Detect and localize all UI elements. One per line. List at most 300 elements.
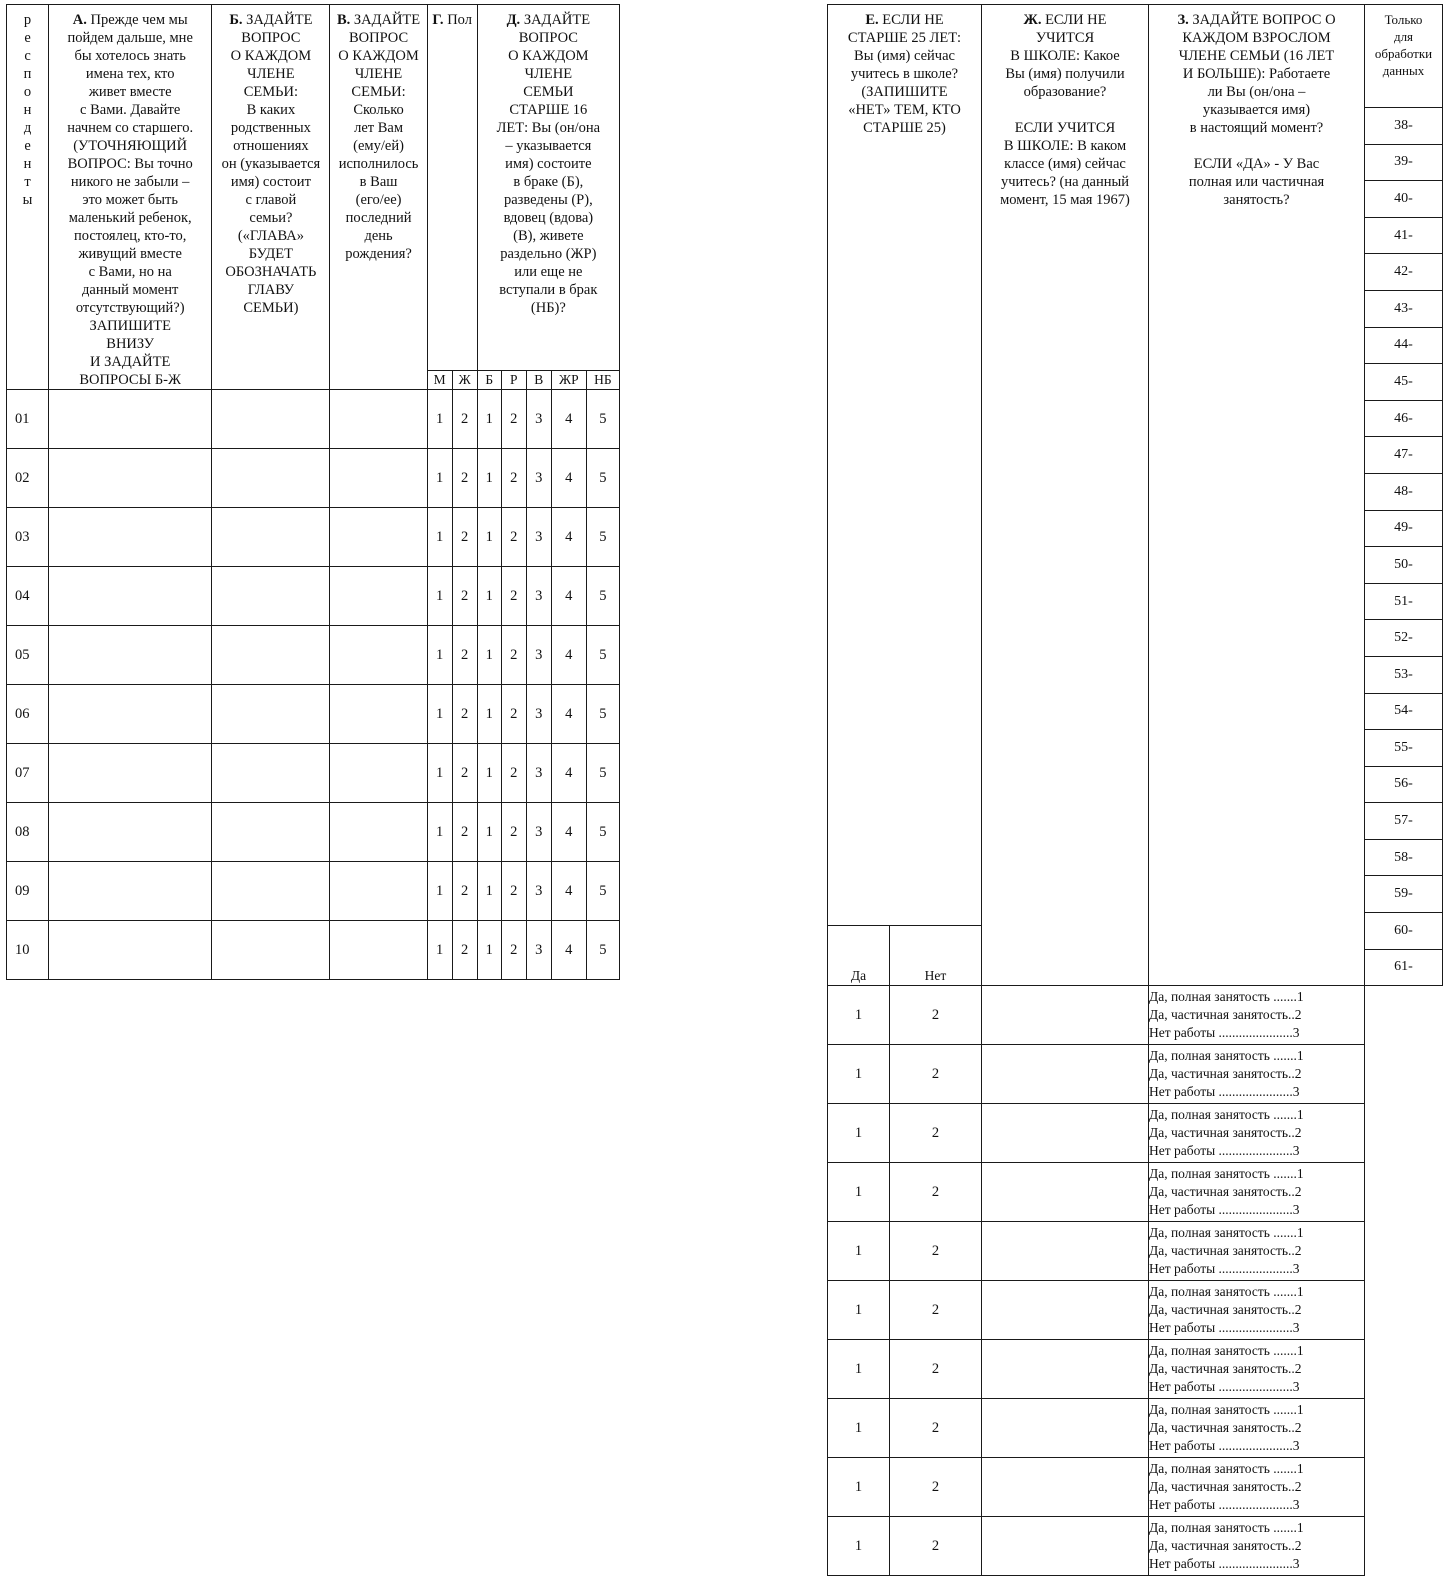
sub-header-cell: Б xyxy=(477,370,501,389)
question-v-line: (ему/ей) xyxy=(353,138,404,154)
employment-option: Нет работы ......................3 xyxy=(1149,1202,1300,1218)
question-a-line: ВОПРОС: Вы точно xyxy=(67,156,193,172)
code-option[interactable]: 2 xyxy=(501,390,526,449)
yes-code[interactable]: 1 xyxy=(828,1045,890,1104)
code-option[interactable]: 1 xyxy=(477,744,501,803)
question-zh-line: момент, 15 мая 1967) xyxy=(1000,192,1130,208)
code-option[interactable]: 2 xyxy=(452,567,477,626)
respondents-letter: т xyxy=(24,174,31,190)
code-option[interactable]: 2 xyxy=(501,921,526,980)
code-option[interactable]: 2 xyxy=(452,626,477,685)
row-number: 02 xyxy=(7,449,49,508)
code-option[interactable]: 2 xyxy=(501,449,526,508)
question-a-line: с Вами. Давайте xyxy=(80,102,181,118)
yes-code[interactable]: 1 xyxy=(828,1340,890,1399)
table-row xyxy=(828,1281,1443,1340)
name-cell[interactable] xyxy=(49,685,212,744)
age-cell[interactable] xyxy=(330,390,427,449)
question-z-line: И БОЛЬШЕ): Работаете xyxy=(1182,66,1331,82)
name-cell[interactable] xyxy=(49,567,212,626)
code-option[interactable]: 1 xyxy=(427,508,452,567)
question-a-line: с Вами, но на xyxy=(88,264,172,280)
education-cell[interactable] xyxy=(982,1104,1149,1163)
question-d-line: вдовец (вдова) xyxy=(503,210,594,226)
question-b-line: ГЛАВУ xyxy=(247,282,295,298)
code-option[interactable]: 4 xyxy=(551,803,586,862)
no-code[interactable]: 2 xyxy=(890,1222,982,1281)
data-code: 39- xyxy=(1365,144,1442,181)
employment-option: Нет работы ......................3 xyxy=(1149,1497,1300,1513)
yes-code[interactable]: 1 xyxy=(828,986,890,1045)
education-cell[interactable] xyxy=(982,1163,1149,1222)
code-option[interactable]: 1 xyxy=(427,449,452,508)
question-b-first-line xyxy=(212,11,329,29)
no-code[interactable]: 2 xyxy=(890,1163,982,1222)
question-a-line: данный момент xyxy=(82,282,179,298)
row-number: 05 xyxy=(7,626,49,685)
question-b-line: БУДЕТ xyxy=(248,246,294,262)
employment-option: Нет работы ......................3 xyxy=(1149,1556,1300,1572)
question-v-line: ЗАДАЙТЕ xyxy=(350,12,421,28)
employment-option: Нет работы ......................3 xyxy=(1149,1320,1300,1336)
code-option[interactable]: 4 xyxy=(551,508,586,567)
employment-option: Да, полная занятость .......1 xyxy=(1149,989,1304,1005)
question-z-line: ли Вы (он/она – xyxy=(1207,84,1306,100)
employment-options[interactable] xyxy=(1149,1340,1365,1399)
respondents-letter: о xyxy=(23,84,32,100)
code-option[interactable]: 5 xyxy=(586,390,619,449)
code-option[interactable]: 3 xyxy=(526,685,551,744)
question-b-line: СЕМЬИ: xyxy=(243,84,299,100)
data-code: 48- xyxy=(1365,473,1442,510)
question-a-letter: А. xyxy=(72,12,87,28)
code-option[interactable]: 1 xyxy=(477,803,501,862)
data-code: 51- xyxy=(1365,583,1442,620)
employment-option: Да, частичная занятость..2 xyxy=(1149,1125,1302,1141)
employment-option: Да, частичная занятость..2 xyxy=(1149,1361,1302,1377)
data-code: 44- xyxy=(1365,327,1442,364)
code-option[interactable]: 1 xyxy=(477,449,501,508)
code-option[interactable]: 1 xyxy=(477,508,501,567)
relation-cell[interactable] xyxy=(212,862,330,921)
data-code: 45- xyxy=(1365,364,1442,401)
question-g-line: Пол xyxy=(443,12,472,28)
code-option[interactable]: 4 xyxy=(551,921,586,980)
age-cell[interactable] xyxy=(330,862,427,921)
row-number: 01 xyxy=(7,390,49,449)
data-codes-table xyxy=(1365,5,1442,985)
question-zh-letter: Ж. xyxy=(1023,12,1042,28)
code-option[interactable]: 1 xyxy=(427,567,452,626)
employment-option: Да, полная занятость .......1 xyxy=(1149,1107,1304,1123)
relation-cell[interactable] xyxy=(212,921,330,980)
question-a-line: живущий вместе xyxy=(78,246,182,262)
question-a-line: никого не забыли – xyxy=(70,174,190,190)
relation-cell[interactable] xyxy=(212,685,330,744)
relation-cell[interactable] xyxy=(212,803,330,862)
name-cell[interactable] xyxy=(49,508,212,567)
code-option[interactable]: 5 xyxy=(586,567,619,626)
respondents-letter: п xyxy=(23,66,32,82)
table-row xyxy=(7,390,620,449)
question-d-header xyxy=(477,5,619,371)
code-option[interactable]: 5 xyxy=(586,744,619,803)
question-d-first-line xyxy=(478,11,619,29)
yes-code[interactable]: 1 xyxy=(828,1517,890,1576)
question-d-line: СЕМЬИ xyxy=(523,84,574,100)
code-option[interactable]: 2 xyxy=(452,744,477,803)
yes-code[interactable]: 1 xyxy=(828,1104,890,1163)
question-v-line: СЕМЬИ: xyxy=(351,84,406,100)
employment-option: Да, частичная занятость..2 xyxy=(1149,1479,1302,1495)
question-a-line: это может быть xyxy=(82,192,178,208)
question-d-line: СТАРШЕ 16 xyxy=(509,102,588,118)
employment-options[interactable] xyxy=(1149,1517,1365,1576)
row-number: 10 xyxy=(7,921,49,980)
code-option[interactable]: 2 xyxy=(501,803,526,862)
name-cell[interactable] xyxy=(49,449,212,508)
respondents-letter: ы xyxy=(22,192,33,208)
code-option[interactable]: 3 xyxy=(526,862,551,921)
table-row xyxy=(828,1340,1443,1399)
code-option[interactable]: 5 xyxy=(586,508,619,567)
code-option[interactable]: 2 xyxy=(452,685,477,744)
code-option[interactable]: 4 xyxy=(551,626,586,685)
employment-option: Нет работы ......................3 xyxy=(1149,1143,1300,1159)
question-b-line: он (указывается xyxy=(221,156,321,172)
no-code[interactable]: 2 xyxy=(890,1458,982,1517)
no-code[interactable]: 2 xyxy=(890,1399,982,1458)
data-code: 42- xyxy=(1365,254,1442,291)
question-e-line: СТАРШЕ 25) xyxy=(863,120,946,136)
respondents-letter: д xyxy=(23,120,32,136)
question-d-line: ВОПРОС xyxy=(518,30,578,46)
question-b-line: имя) состоит xyxy=(230,174,311,190)
data-code: 49- xyxy=(1365,510,1442,547)
code-option[interactable]: 1 xyxy=(427,744,452,803)
code-option[interactable]: 2 xyxy=(452,803,477,862)
code-option[interactable]: 2 xyxy=(452,449,477,508)
question-a-line: бы хотелось знать xyxy=(74,48,186,64)
employment-option: Нет работы ......................3 xyxy=(1149,1438,1300,1454)
question-d-line: или еще не xyxy=(514,264,583,280)
data-code: 50- xyxy=(1365,547,1442,584)
question-zh-line: ЕСЛИ НЕ xyxy=(1041,12,1107,28)
code-option[interactable]: 4 xyxy=(551,744,586,803)
yes-code[interactable]: 1 xyxy=(828,1399,890,1458)
name-cell[interactable] xyxy=(49,803,212,862)
employment-option: Да, частичная занятость..2 xyxy=(1149,1420,1302,1436)
question-d-line: О КАЖДОМ xyxy=(508,48,589,64)
employment-option: Да, частичная занятость..2 xyxy=(1149,1243,1302,1259)
employment-option: Да, полная занятость .......1 xyxy=(1149,1284,1304,1300)
question-zh-line xyxy=(982,101,1148,119)
education-cell[interactable] xyxy=(982,1045,1149,1104)
question-z-header xyxy=(1149,5,1365,986)
relation-cell[interactable] xyxy=(212,390,330,449)
code-option[interactable]: 1 xyxy=(427,626,452,685)
code-option[interactable]: 3 xyxy=(526,567,551,626)
question-zh-line: классе (имя) сейчас xyxy=(1004,156,1126,172)
code-option[interactable]: 3 xyxy=(526,390,551,449)
age-cell[interactable] xyxy=(330,508,427,567)
data-processing-line: для xyxy=(1393,29,1414,44)
row-number: 07 xyxy=(7,744,49,803)
code-option[interactable]: 4 xyxy=(551,862,586,921)
employment-options[interactable] xyxy=(1149,1045,1365,1104)
employment-option: Да, частичная занятость..2 xyxy=(1149,1538,1302,1554)
employment-options[interactable] xyxy=(1149,1458,1365,1517)
question-v-first-line xyxy=(330,11,426,29)
employment-option: Да, частичная занятость..2 xyxy=(1149,1007,1302,1023)
education-cell[interactable] xyxy=(982,1399,1149,1458)
code-option[interactable]: 2 xyxy=(501,567,526,626)
question-z-line: ЗАДАЙТЕ ВОПРОС О xyxy=(1188,12,1336,28)
data-processing-column xyxy=(1365,5,1443,986)
relation-cell[interactable] xyxy=(212,744,330,803)
code-option[interactable]: 2 xyxy=(501,508,526,567)
code-option[interactable]: 3 xyxy=(526,508,551,567)
question-b-letter: Б. xyxy=(229,12,243,28)
education-cell[interactable] xyxy=(982,986,1149,1045)
question-e-letter: Е. xyxy=(865,12,879,28)
question-d-line: (НБ)? xyxy=(530,300,566,316)
question-b-header xyxy=(212,5,330,390)
question-z-line: в настоящий момент? xyxy=(1189,120,1324,136)
question-v-line: лет Вам xyxy=(354,120,404,136)
question-v-header xyxy=(330,5,427,390)
table-row xyxy=(828,1222,1443,1281)
code-option[interactable]: 1 xyxy=(427,685,452,744)
question-a-line: Прежде чем мы xyxy=(86,12,188,28)
education-cell[interactable] xyxy=(982,1458,1149,1517)
education-cell[interactable] xyxy=(982,1517,1149,1576)
question-a-line: И ЗАДАЙТЕ xyxy=(89,354,171,370)
relation-cell[interactable] xyxy=(212,449,330,508)
table-row xyxy=(7,626,620,685)
table-row xyxy=(7,685,620,744)
code-option[interactable]: 4 xyxy=(551,449,586,508)
code-option[interactable]: 1 xyxy=(427,862,452,921)
table-row xyxy=(7,744,620,803)
code-option[interactable]: 1 xyxy=(427,390,452,449)
question-a-first-line xyxy=(49,11,211,29)
question-a-line: имена тех, кто xyxy=(85,66,175,82)
no-code[interactable]: 2 xyxy=(890,1281,982,1340)
data-processing-line: Только xyxy=(1384,12,1423,27)
respondents-column-header xyxy=(7,5,49,390)
row-number: 06 xyxy=(7,685,49,744)
question-e-line: (ЗАПИШИТЕ xyxy=(861,84,948,100)
code-option[interactable]: 5 xyxy=(586,449,619,508)
code-option[interactable]: 4 xyxy=(551,390,586,449)
age-cell[interactable] xyxy=(330,449,427,508)
name-cell[interactable] xyxy=(49,390,212,449)
sub-header-cell: Ж xyxy=(452,370,477,389)
question-v-letter: В. xyxy=(336,12,351,28)
no-code[interactable]: 2 xyxy=(890,1340,982,1399)
question-d-line: ЗАДАЙТЕ xyxy=(520,12,591,28)
code-option[interactable]: 1 xyxy=(477,921,501,980)
question-b-line: отношениях xyxy=(233,138,309,154)
question-v-line: О КАЖДОМ xyxy=(338,48,419,64)
sub-header-cell: М xyxy=(427,370,452,389)
no-code[interactable]: 2 xyxy=(890,1045,982,1104)
sub-header-yes: Да xyxy=(828,925,890,986)
employment-options[interactable] xyxy=(1149,1104,1365,1163)
question-e-line: ЕСЛИ НЕ xyxy=(878,12,944,28)
question-z-line: указывается имя) xyxy=(1202,102,1311,118)
age-cell[interactable] xyxy=(330,921,427,980)
code-option[interactable]: 1 xyxy=(427,803,452,862)
data-code: 57- xyxy=(1365,803,1442,840)
no-code[interactable]: 2 xyxy=(890,986,982,1045)
data-code: 54- xyxy=(1365,693,1442,730)
right-form-table xyxy=(827,4,1443,1576)
question-b-line: ЗАДАЙТЕ xyxy=(242,12,313,28)
code-option[interactable]: 2 xyxy=(501,862,526,921)
age-cell[interactable] xyxy=(330,567,427,626)
table-row xyxy=(7,449,620,508)
question-e-line: «НЕТ» ТЕМ, КТО xyxy=(848,102,961,118)
code-option[interactable]: 2 xyxy=(452,862,477,921)
code-option[interactable]: 5 xyxy=(586,862,619,921)
data-code: 60- xyxy=(1365,913,1442,950)
employment-options[interactable] xyxy=(1149,1399,1365,1458)
question-v-line: последний xyxy=(345,210,412,226)
name-cell[interactable] xyxy=(49,744,212,803)
employment-options[interactable] xyxy=(1149,1163,1365,1222)
age-cell[interactable] xyxy=(330,744,427,803)
code-option[interactable]: 2 xyxy=(501,685,526,744)
employment-option: Нет работы ......................3 xyxy=(1149,1084,1300,1100)
data-processing-header xyxy=(1365,5,1442,108)
age-cell[interactable] xyxy=(330,626,427,685)
question-a-line: постоялец, кто-то, xyxy=(74,228,187,244)
code-option[interactable]: 1 xyxy=(477,626,501,685)
education-cell[interactable] xyxy=(982,1281,1149,1340)
age-cell[interactable] xyxy=(330,803,427,862)
question-v-line: (его/ее) xyxy=(355,192,402,208)
employment-option: Да, частичная занятость..2 xyxy=(1149,1302,1302,1318)
question-zh-line: образование? xyxy=(1023,84,1107,100)
education-cell[interactable] xyxy=(982,1222,1149,1281)
question-g-first-line xyxy=(428,11,477,29)
data-code: 43- xyxy=(1365,290,1442,327)
yes-code[interactable]: 1 xyxy=(828,1163,890,1222)
row-number: 04 xyxy=(7,567,49,626)
data-code: 38- xyxy=(1365,108,1442,145)
code-option[interactable]: 2 xyxy=(452,921,477,980)
question-a-header xyxy=(49,5,212,390)
question-v-line: рождения? xyxy=(345,246,412,262)
code-option[interactable]: 4 xyxy=(551,685,586,744)
question-z-first-line xyxy=(1149,11,1364,29)
question-d-line: – указывается xyxy=(505,138,592,154)
name-cell[interactable] xyxy=(49,862,212,921)
question-z-line xyxy=(1149,137,1364,155)
name-cell[interactable] xyxy=(49,626,212,685)
employment-options[interactable] xyxy=(1149,986,1365,1045)
name-cell[interactable] xyxy=(49,921,212,980)
code-option[interactable]: 1 xyxy=(477,685,501,744)
employment-options[interactable] xyxy=(1149,1281,1365,1340)
question-b-line: О КАЖДОМ xyxy=(230,48,312,64)
table-row xyxy=(7,921,620,980)
question-zh-line: В ШКОЛЕ: Какое xyxy=(1010,48,1120,64)
yes-code[interactable]: 1 xyxy=(828,1458,890,1517)
relation-cell[interactable] xyxy=(212,567,330,626)
respondents-letter: н xyxy=(23,102,32,118)
code-option[interactable]: 1 xyxy=(477,390,501,449)
data-processing-line: данных xyxy=(1382,63,1425,78)
code-option[interactable]: 5 xyxy=(586,685,619,744)
question-zh-line: учитесь? (на данный xyxy=(1000,174,1130,190)
question-v-line: ЧЛЕНЕ xyxy=(354,66,403,82)
question-zh-line: Вы (имя) получили xyxy=(1005,66,1125,82)
data-code: 52- xyxy=(1365,620,1442,657)
table-row xyxy=(828,1399,1443,1458)
no-code[interactable]: 2 xyxy=(890,1104,982,1163)
age-cell[interactable] xyxy=(330,685,427,744)
code-option[interactable]: 3 xyxy=(526,626,551,685)
question-v-line: в Ваш xyxy=(359,174,398,190)
question-b-line: («ГЛАВА» xyxy=(237,228,304,244)
education-cell[interactable] xyxy=(982,1340,1149,1399)
question-g-header xyxy=(427,5,477,371)
code-option[interactable]: 3 xyxy=(526,803,551,862)
question-v-line: Сколько xyxy=(353,102,404,118)
code-option[interactable]: 2 xyxy=(501,744,526,803)
question-d-line: вступали в брак xyxy=(499,282,598,298)
code-option[interactable]: 2 xyxy=(501,626,526,685)
code-option[interactable]: 5 xyxy=(586,626,619,685)
code-option[interactable]: 2 xyxy=(452,508,477,567)
employment-options[interactable] xyxy=(1149,1222,1365,1281)
question-z-line: ЧЛЕНЕ СЕМЬИ (16 ЛЕТ xyxy=(1178,48,1335,64)
question-b-line: ОБОЗНАЧАТЬ xyxy=(225,264,317,280)
code-option[interactable]: 1 xyxy=(427,921,452,980)
code-option[interactable]: 2 xyxy=(452,390,477,449)
code-option[interactable]: 3 xyxy=(526,449,551,508)
no-code[interactable]: 2 xyxy=(890,1517,982,1576)
code-option[interactable]: 3 xyxy=(526,744,551,803)
question-zh-header xyxy=(982,5,1149,986)
question-zh-first-line xyxy=(982,11,1148,29)
relation-cell[interactable] xyxy=(212,626,330,685)
data-code: 61- xyxy=(1365,949,1442,985)
code-option[interactable]: 3 xyxy=(526,921,551,980)
question-a-line: (УТОЧНЯЮЩИЙ xyxy=(73,138,188,154)
yes-code[interactable]: 1 xyxy=(828,1281,890,1340)
table-row xyxy=(828,1163,1443,1222)
table-row xyxy=(828,1104,1443,1163)
table-row xyxy=(7,803,620,862)
question-b-line: с главой xyxy=(245,192,297,208)
relation-cell[interactable] xyxy=(212,508,330,567)
data-code: 59- xyxy=(1365,876,1442,913)
code-option[interactable]: 1 xyxy=(477,567,501,626)
employment-option: Да, полная занятость .......1 xyxy=(1149,1402,1304,1418)
code-option[interactable]: 4 xyxy=(551,567,586,626)
code-option[interactable]: 1 xyxy=(477,862,501,921)
question-a-line: пойдем дальше, мне xyxy=(67,30,193,46)
yes-code[interactable]: 1 xyxy=(828,1222,890,1281)
row-number: 09 xyxy=(7,862,49,921)
question-d-line: в браке (Б), xyxy=(513,174,584,190)
code-option[interactable]: 5 xyxy=(586,803,619,862)
code-option[interactable]: 5 xyxy=(586,921,619,980)
